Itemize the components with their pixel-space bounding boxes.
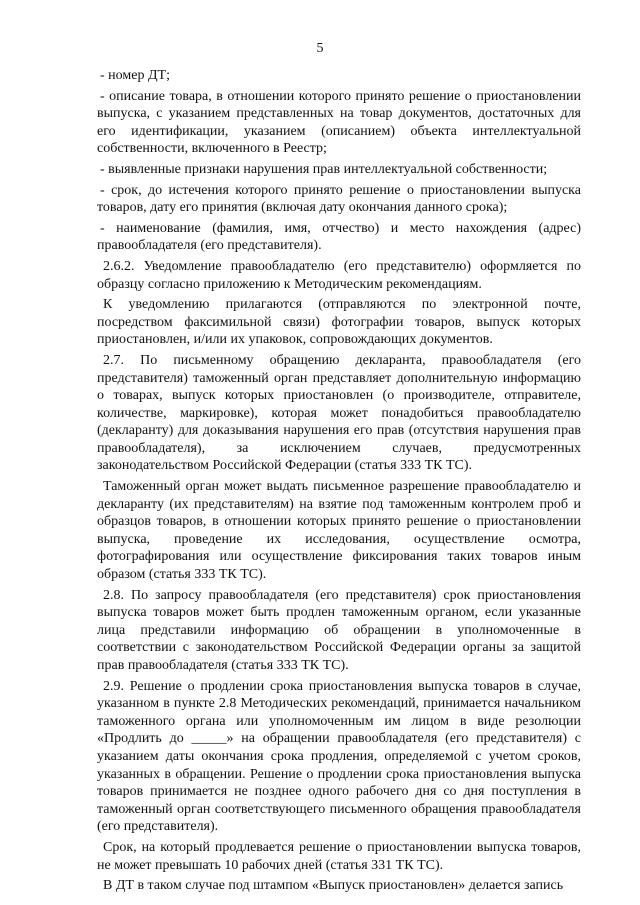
paragraph-samples-permission: Таможенный орган может выдать письменное разрешение правообладателю и декларанту (их представителям) на взятие под таможенным контролем проб и образцов товаров, в отношении которых принято решение о приостановлении выпуска, проведение их исследования, осуществление осмотра, фотографирования или осуществление фиксирования таких товаров иным образом (статья 333 ТК ТС). <box>97 479 581 583</box>
paragraph-2-8: 2.8. По запросу правообладателя (его представителя) срок приостановления выпуска товаров может быть продлен таможенным органом, если указанные лица представили информацию об обращении в уполномоченные в соответствии с законодательством Российской Федерации органы за защитой прав правообладателя (статья 333 ТК ТС). <box>97 587 581 673</box>
paragraph-2-7: 2.7. По письменному обращению декларанта, правообладателя (его представителя) таможенный орган представляет дополнительную информацию о товарах, выпуск которых приостановлен (о производителе, отправителе, количестве, маркировке), которая может понадобиться правообладателю (декларанту) для доказывания нарушения его прав (отсутствия нарушения прав правообладателя), за исключением случаев, предусмотренных законодательством Российской Федерации (статья 333 ТК ТС). <box>97 352 581 474</box>
document-body <box>97 67 581 895</box>
page-number: 5 <box>316 41 324 56</box>
paragraph-dt-stamp: В ДТ в таком случае под штампом «Выпуск приостановлен» делается запись <box>103 878 564 894</box>
paragraph-extension-term: Срок, на который продлевается решение о приостановлении выпуска товаров, не может превышать 10 рабочих дней (статья 331 ТК ТС). <box>97 839 581 873</box>
paragraph-rightholder-name: - наименование (фамилия, имя, отчество) и место нахождения (адрес) правообладателя (его представителя). <box>97 220 581 254</box>
paragraph-violation-signs: - выявленные признаки нарушения прав интеллектуальной собственности; <box>100 161 548 177</box>
paragraph-attachments: К уведомлению прилагаются (отправляются по электронной почте, посредством факсимильной связи) фотографии товаров, выпуск которых приостановлен, и/или их упаковок, сопровождающих документов. <box>97 297 581 348</box>
paragraph-2-9: 2.9. Решение о продлении срока приостановления выпуска товаров в случае, указанном в пункте 2.8 Методических рекомендаций, принимается начальником таможенного органа или уполномоченным им лицом в виде резолюции «Продлить до _____» на обращении правообладателя (его представителя) с указанием даты окончания срока продления, определяемой с учетом сроков, указанных в обращении. Решение о продлении срока приостановления выпуска товаров принимается не позднее одного рабочего дня со дня поступления в таможенный орган соответствующего письменного обращения правообладателя (его представителя). <box>97 678 581 835</box>
paragraph-deadline: - срок, до истечения которого принято решение о приостановлении выпуска товаров, дату его принятия (включая дату окончания данного срока); <box>97 182 581 216</box>
paragraph-2-6-2: 2.6.2. Уведомление правообладателю (его представителю) оформляется по образцу согласно приложению к Методическим рекомендациям. <box>97 258 581 292</box>
paragraph-dt-number: - номер ДТ; <box>100 68 170 83</box>
paragraph-goods-description: - описание товара, в отношении которого принято решение о приостановлении выпуска, с указанием представленных на товар документов, достаточных для его идентификации, указанием (описанием) объекта интеллектуальной собственности, включенного в Реестр; <box>97 88 581 157</box>
